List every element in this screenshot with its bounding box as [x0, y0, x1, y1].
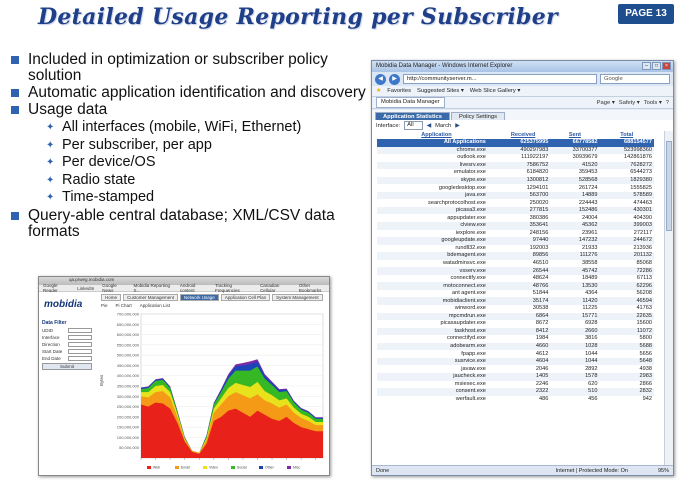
filter-field: [42, 335, 92, 340]
received-cell: 30538: [532, 305, 549, 312]
bookmark[interactable]: Mobidia Reporting S...: [133, 283, 171, 293]
bookmark[interactable]: LinkedIn: [77, 285, 95, 291]
table-row[interactable]: [377, 396, 654, 404]
total-cell: 142861876: [624, 154, 652, 161]
total-cell: 430301: [600, 207, 654, 215]
total-cell: 56208: [636, 290, 652, 297]
chart-subtabs: [101, 303, 170, 308]
app-name-cell[interactable]: watadminsvc.exe: [442, 260, 486, 267]
back-icon[interactable]: ◀: [375, 74, 386, 85]
column-header-total[interactable]: Total: [620, 132, 634, 138]
table-row[interactable]: [377, 207, 654, 215]
app-name-cell[interactable]: java.exe: [377, 192, 496, 200]
safety-menu[interactable]: Safety ▾: [618, 99, 640, 106]
sent-cell: 23961: [581, 229, 598, 236]
received-cell: 380386: [529, 214, 549, 221]
tab-application-cell-plan[interactable]: Application Cell Plan: [221, 294, 270, 301]
filter-label: End Date: [42, 356, 61, 361]
legend-swatch: [259, 466, 263, 469]
bookmark[interactable]: Google Reader: [43, 283, 58, 293]
received-cell: 1984: [535, 335, 549, 342]
browser-window-title: Mobidia Data Manager - Windows Internet Explorer: [376, 63, 513, 69]
table-row[interactable]: [377, 199, 654, 207]
chart-screenshot: [38, 276, 330, 476]
total-cell: 578589: [600, 192, 654, 200]
filter-input[interactable]: [68, 349, 92, 354]
app-name-cell[interactable]: msiexec.exe: [454, 380, 486, 387]
received-cell: 4604: [496, 358, 550, 366]
tab-system-management[interactable]: System Management: [272, 294, 323, 301]
total-cell: 22635: [600, 313, 654, 321]
legend-label: Other: [265, 465, 274, 470]
received-cell: 353641: [496, 222, 550, 230]
subtab[interactable]: Pi Chart: [115, 303, 132, 308]
interface-label: Interface:: [376, 122, 401, 129]
total-cell: 46594: [600, 297, 654, 305]
sent-cell: 111276: [550, 252, 599, 260]
page-badge: PAGE 13: [618, 4, 674, 24]
sent-cell: 24004: [581, 214, 598, 221]
table-row[interactable]: [377, 343, 654, 351]
page-menu[interactable]: Page ▾: [596, 99, 615, 106]
total-cell: 688154577: [600, 139, 654, 147]
table-row[interactable]: [377, 260, 654, 268]
data-filter-panel: [42, 320, 92, 370]
column-header-application[interactable]: Application: [421, 132, 452, 138]
zoom-level[interactable]: 95%: [657, 467, 669, 474]
app-name-cell[interactable]: clview.exe: [377, 222, 496, 230]
favorites-button[interactable]: Favorites: [387, 88, 412, 94]
total-cell: 6544273: [630, 169, 652, 176]
received-cell: 2046: [535, 365, 549, 372]
filter-label: Direction: [42, 342, 60, 347]
y-tick-label: 500,000,000: [116, 352, 139, 358]
prev-month-icon[interactable]: ◀: [426, 122, 432, 129]
tab-home[interactable]: Home: [101, 294, 121, 301]
tab-bar: [372, 97, 673, 109]
total-cell: 5656: [639, 350, 652, 357]
security-zone: Internet | Protected Mode: On: [555, 467, 628, 474]
browser-title-bar: [372, 61, 673, 72]
table-row-all-applications[interactable]: [377, 139, 654, 147]
sent-cell: 4364: [585, 290, 598, 297]
chart-window-address[interactable]: qa.prweg.mobidia.com: [69, 277, 115, 282]
app-name-cell[interactable]: ant agent.exe: [451, 290, 486, 297]
y-tick-label: 700,000,000: [116, 311, 139, 317]
app-name-cell[interactable]: vsserv.exe: [377, 267, 496, 275]
bookmark[interactable]: Android content: [179, 283, 196, 293]
sent-cell: 1044: [550, 358, 599, 366]
table-row[interactable]: [377, 147, 654, 155]
sent-cell: 224443: [578, 199, 598, 206]
total-cell: 213936: [633, 244, 652, 251]
legend-label: Email: [181, 465, 190, 470]
total-cell: 404390: [633, 214, 652, 221]
received-cell: 48624: [532, 275, 549, 282]
table-row[interactable]: [377, 305, 654, 313]
filter-field: [42, 342, 92, 347]
total-cell: 67113: [636, 275, 652, 282]
total-cell: 474463: [633, 199, 652, 206]
table-row[interactable]: [377, 222, 654, 230]
table-row[interactable]: [377, 237, 654, 245]
total-cell: 4938: [639, 365, 652, 372]
total-cell: 5688: [600, 343, 654, 351]
app-name-cell[interactable]: picasa3.exe: [377, 207, 496, 215]
fav-item[interactable]: Web Slice Gallery ▾: [469, 88, 521, 94]
data-filter-title: Data Filter: [42, 320, 67, 326]
y-tick-label: 400,000,000: [116, 373, 139, 379]
legend-swatch: [287, 466, 291, 469]
app-name-cell[interactable]: taskhost.exe: [377, 328, 496, 336]
filter-input[interactable]: [68, 328, 92, 333]
tools-menu[interactable]: Tools ▾: [643, 99, 662, 106]
app-name-cell[interactable]: mobidiaclient.exe: [377, 297, 496, 305]
subtab[interactable]: Application List: [139, 303, 171, 308]
sent-cell: 6928: [585, 320, 598, 327]
table-row[interactable]: [377, 162, 654, 170]
slide-title: Detailed Usage Reporting per Subscriber: [38, 4, 558, 30]
total-cell: 5800: [639, 335, 652, 342]
received-cell: 111922197: [521, 154, 549, 161]
table-row[interactable]: [377, 388, 654, 396]
received-cell: 51844: [532, 290, 549, 297]
total-cell: 85068: [636, 260, 652, 267]
total-cell: 1829380: [600, 177, 654, 185]
sent-cell: 41520: [550, 162, 599, 170]
vertical-scrollbar[interactable]: [664, 131, 673, 465]
app-name-cell[interactable]: adobearm.exe: [377, 343, 496, 351]
total-cell: 62296: [600, 282, 654, 290]
received-cell: 46510: [532, 260, 549, 267]
sent-cell: 13530: [550, 282, 599, 290]
total-cell: 11072: [600, 328, 654, 336]
sent-cell: 45742: [550, 267, 599, 275]
app-name-cell[interactable]: emulator.exe: [453, 169, 486, 176]
filter-field: [42, 328, 92, 333]
sent-cell: 147232: [550, 237, 599, 245]
total-cell: 2866: [639, 380, 652, 387]
sent-cell: 18489: [581, 275, 598, 282]
sent-cell: 620: [588, 380, 598, 387]
app-name-cell[interactable]: jaucheck.exe: [377, 373, 496, 381]
table-row[interactable]: [377, 328, 654, 336]
bookmark[interactable]: Google News: [102, 283, 117, 293]
bookmarks-bar: [39, 285, 329, 292]
sub-bullet-item: ✦ Per device/OS: [10, 154, 370, 172]
status-bar: [372, 465, 673, 475]
total-cell: 5648: [600, 358, 654, 366]
table-row[interactable]: [377, 358, 654, 366]
y-tick-label: 200,000,000: [116, 414, 139, 420]
bookmark[interactable]: Other Bookmarks: [298, 283, 322, 293]
subtab[interactable]: Pie: [101, 303, 108, 308]
filter-field: [42, 356, 92, 361]
received-cell: 563700: [496, 192, 550, 200]
sent-cell: 1028: [550, 343, 599, 351]
table-row[interactable]: [377, 192, 654, 200]
scrollbar-thumb[interactable]: [666, 141, 672, 231]
sub-bullet-item: ✦ Radio state: [10, 172, 370, 190]
legend-label: Social: [237, 465, 247, 470]
app-name-cell[interactable]: javaw.exe: [461, 365, 486, 372]
interface-select[interactable]: All: [404, 121, 422, 130]
sent-cell: 11225: [582, 305, 598, 312]
bullet-item: Query-able central database; XML/CSV data formats: [10, 208, 370, 240]
total-cell: 15600: [636, 320, 652, 327]
received-cell: 192003: [529, 244, 549, 251]
sent-cell: 528568: [550, 177, 599, 185]
sent-cell: 15771: [550, 313, 599, 321]
total-cell: 942: [642, 395, 652, 402]
total-cell: 41763: [636, 305, 652, 312]
app-name-cell[interactable]: googleupdate.exe: [377, 237, 496, 245]
sent-cell: 3816: [585, 335, 598, 342]
table-row[interactable]: [377, 267, 654, 275]
sent-cell: 11420: [550, 297, 599, 305]
usage-table: [377, 131, 654, 403]
maximize-icon[interactable]: □: [652, 62, 661, 70]
sent-cell: 1044: [585, 350, 598, 357]
table-row[interactable]: [377, 290, 654, 298]
favorites-bar: [372, 86, 673, 97]
legend-swatch: [147, 466, 151, 469]
table-row[interactable]: [377, 230, 654, 238]
sub-bullet-item: ✦ Per subscriber, per app: [10, 137, 370, 155]
y-tick-label: 250,000,000: [116, 404, 139, 410]
filter-label: Interface: [42, 335, 60, 340]
address-input[interactable]: http://communityserver.m...: [403, 74, 597, 84]
help-icon[interactable]: ?: [665, 99, 669, 106]
total-cell: 7628272: [600, 162, 654, 170]
y-tick-label: 150,000,000: [116, 424, 139, 430]
submit-button[interactable]: Submit: [42, 363, 92, 370]
y-tick-label: 600,000,000: [116, 332, 139, 338]
sent-cell: 66778582: [550, 139, 599, 147]
y-tick-label: 50,000,000: [118, 445, 139, 451]
bullet-item: Usage data: [10, 102, 370, 118]
column-header-received[interactable]: Received: [510, 132, 536, 138]
sent-cell: 510: [550, 388, 599, 396]
usage-area-chart: [97, 310, 327, 472]
received-cell: 97440: [496, 237, 550, 245]
address-bar-row: [372, 72, 673, 86]
sent-cell: 38558: [581, 260, 598, 267]
month-label: March: [435, 122, 452, 129]
fav-item[interactable]: Suggested Sites ▾: [417, 88, 464, 94]
table-row[interactable]: [377, 313, 654, 321]
star-icon[interactable]: ★: [376, 88, 382, 94]
filter-input[interactable]: [68, 342, 92, 347]
app-name-cell[interactable]: susrvice.exe: [377, 358, 496, 366]
total-cell: 244672: [600, 237, 654, 245]
received-cell: 89856: [496, 252, 550, 260]
app-name-cell[interactable]: skype.exe: [377, 177, 496, 185]
legend-label: Misc: [293, 465, 301, 470]
y-tick-label: 650,000,000: [116, 321, 139, 327]
app-name-cell[interactable]: iexplore.exe: [455, 229, 486, 236]
bookmark[interactable]: Canadian Cellular: [260, 283, 280, 293]
y-tick-label: 350,000,000: [116, 383, 139, 389]
browser-screenshot: [371, 60, 674, 476]
received-cell: 1294101: [526, 184, 549, 191]
received-cell: 8412: [496, 328, 550, 336]
received-cell: 4660: [496, 343, 550, 351]
bullet-item: Included in optimization or subscriber policy solution: [10, 52, 370, 84]
legend-swatch: [175, 466, 179, 469]
sent-cell: 261724: [578, 184, 598, 191]
app-name-cell[interactable]: googledesktop.exe: [438, 184, 486, 191]
table-row[interactable]: [377, 214, 654, 222]
received-cell: 7586752: [496, 162, 550, 170]
table-row[interactable]: [377, 252, 654, 260]
legend-label: Web: [153, 465, 161, 470]
legend-swatch: [231, 466, 235, 469]
received-cell: 8672: [535, 320, 549, 327]
table-row[interactable]: [377, 169, 654, 177]
y-tick-label: 300,000,000: [116, 393, 139, 399]
filter-label: UDID: [42, 328, 53, 333]
app-name-cell[interactable]: connectify.exe: [450, 275, 486, 282]
table-row[interactable]: [377, 320, 654, 328]
tab-application-statistics[interactable]: Application Statistics: [375, 112, 450, 120]
app-name-cell[interactable]: appupdater.exe: [447, 214, 486, 221]
legend-swatch: [203, 466, 207, 469]
y-tick-label: 100,000,000: [116, 434, 139, 440]
app-name-cell[interactable]: connectifyd.exe: [447, 335, 486, 342]
bookmark[interactable]: Tracking Frequencies: [214, 283, 240, 293]
sent-cell: 30939679: [572, 154, 598, 161]
page-content: [372, 110, 673, 465]
y-axis-label: Bytes: [99, 374, 104, 386]
table-row[interactable]: [377, 177, 654, 185]
table-row[interactable]: [377, 350, 654, 358]
app-tabs: [372, 110, 673, 120]
table-row[interactable]: [377, 282, 654, 290]
sent-cell: 14889: [550, 192, 599, 200]
table-row[interactable]: [377, 381, 654, 389]
table-row[interactable]: [377, 365, 654, 373]
table-row[interactable]: [377, 275, 654, 283]
received-cell: 6864: [496, 313, 550, 321]
sent-cell: 2892: [585, 365, 598, 372]
received-cell: 490297983: [496, 147, 550, 155]
received-cell: 486: [539, 395, 549, 402]
received-cell: 1405: [496, 373, 550, 381]
app-name-cell[interactable]: chrome.exe: [377, 147, 496, 155]
total-cell: 2832: [600, 388, 654, 396]
received-cell: 277815: [496, 207, 550, 215]
app-name-cell[interactable]: bdemagent.exe: [377, 252, 496, 260]
chart-app-tabs: [101, 294, 323, 301]
app-name-cell[interactable]: searchprotocolhost.exe: [428, 199, 486, 206]
filter-input[interactable]: [68, 356, 92, 361]
status-text: Done: [376, 467, 390, 474]
sent-cell: 152486: [550, 207, 599, 215]
filter-row: [372, 120, 673, 131]
total-cell: 72286: [600, 267, 654, 275]
received-cell: 26544: [496, 267, 550, 275]
filter-field: [42, 349, 92, 354]
received-cell: 2246: [535, 380, 549, 387]
total-cell: 523998360: [600, 147, 654, 155]
app-name-cell[interactable]: werfault.exe: [455, 395, 486, 402]
minimize-icon[interactable]: –: [642, 62, 651, 70]
received-cell: 4612: [535, 350, 549, 357]
sub-bullet-item: ✦ All interfaces (mobile, WiFi, Ethernet): [10, 119, 370, 137]
app-name-cell[interactable]: winword.exe: [454, 305, 486, 312]
total-cell: 201132: [600, 252, 654, 260]
app-name-cell[interactable]: fpapp.exe: [461, 350, 486, 357]
table-row[interactable]: [377, 184, 654, 192]
tab-network-usage[interactable]: Network Usage: [180, 294, 219, 301]
browser-tab[interactable]: Mobidia Data Manager: [376, 97, 445, 108]
received-cell: 1300812: [496, 177, 550, 185]
total-cell: 1555825: [630, 184, 652, 191]
tab-customer-management[interactable]: Customer Management: [123, 294, 178, 301]
column-header-sent[interactable]: Sent: [568, 132, 581, 138]
forward-icon[interactable]: ▶: [389, 74, 400, 85]
table-row[interactable]: [377, 335, 654, 343]
received-cell: 2322: [496, 388, 550, 396]
sent-cell: 359453: [578, 169, 598, 176]
app-name-cell[interactable]: rundll32.exe: [455, 244, 486, 251]
app-name-cell[interactable]: picasaupdater.exe: [440, 320, 486, 327]
app-name-cell[interactable]: motoconnect.exe: [377, 282, 496, 290]
legend-label: Video: [209, 465, 218, 470]
app-name-cell[interactable]: outlook.exe: [457, 154, 486, 161]
sent-cell: 456: [588, 395, 598, 402]
app-name-cell[interactable]: All Applications: [377, 139, 496, 147]
y-tick-label: 450,000,000: [116, 362, 139, 368]
table-row[interactable]: [377, 297, 654, 305]
table-row[interactable]: [377, 373, 654, 381]
received-cell: 6184820: [526, 169, 549, 176]
sent-cell: 2660: [550, 328, 599, 336]
search-input[interactable]: Google: [600, 74, 670, 84]
close-icon[interactable]: ×: [662, 62, 671, 70]
bullet-item: Automatic application identification and discovery: [10, 85, 370, 101]
next-month-icon[interactable]: ▶: [455, 122, 460, 129]
total-cell: 272117: [633, 229, 652, 236]
received-cell: 625375995: [496, 139, 550, 147]
tab-policy-settings[interactable]: Policy Settings: [451, 112, 505, 120]
sent-cell: 33700377: [550, 147, 599, 155]
y-tick-label: 550,000,000: [116, 342, 139, 348]
bullet-list: [10, 52, 370, 241]
received-cell: 248156: [529, 229, 549, 236]
total-cell: 2983: [600, 373, 654, 381]
sent-cell: 45362: [550, 222, 599, 230]
received-cell: 35174: [496, 297, 550, 305]
app-name-cell[interactable]: livesrv.exe: [377, 162, 496, 170]
received-cell: 48766: [496, 282, 550, 290]
filter-label: Start Date: [42, 349, 63, 354]
received-cell: 250020: [529, 199, 549, 206]
sent-cell: 1578: [550, 373, 599, 381]
app-name-cell[interactable]: mpcmdrun.exe: [377, 313, 496, 321]
table-row[interactable]: [377, 245, 654, 253]
table-row[interactable]: [377, 154, 654, 162]
mobidia-logo: mobidia: [44, 299, 83, 310]
filter-input[interactable]: [68, 335, 92, 340]
sent-cell: 21933: [581, 244, 598, 251]
total-cell: 399003: [600, 222, 654, 230]
sub-bullet-item: ✦ Time-stamped: [10, 189, 370, 207]
app-name-cell[interactable]: consent.exe: [377, 388, 496, 396]
